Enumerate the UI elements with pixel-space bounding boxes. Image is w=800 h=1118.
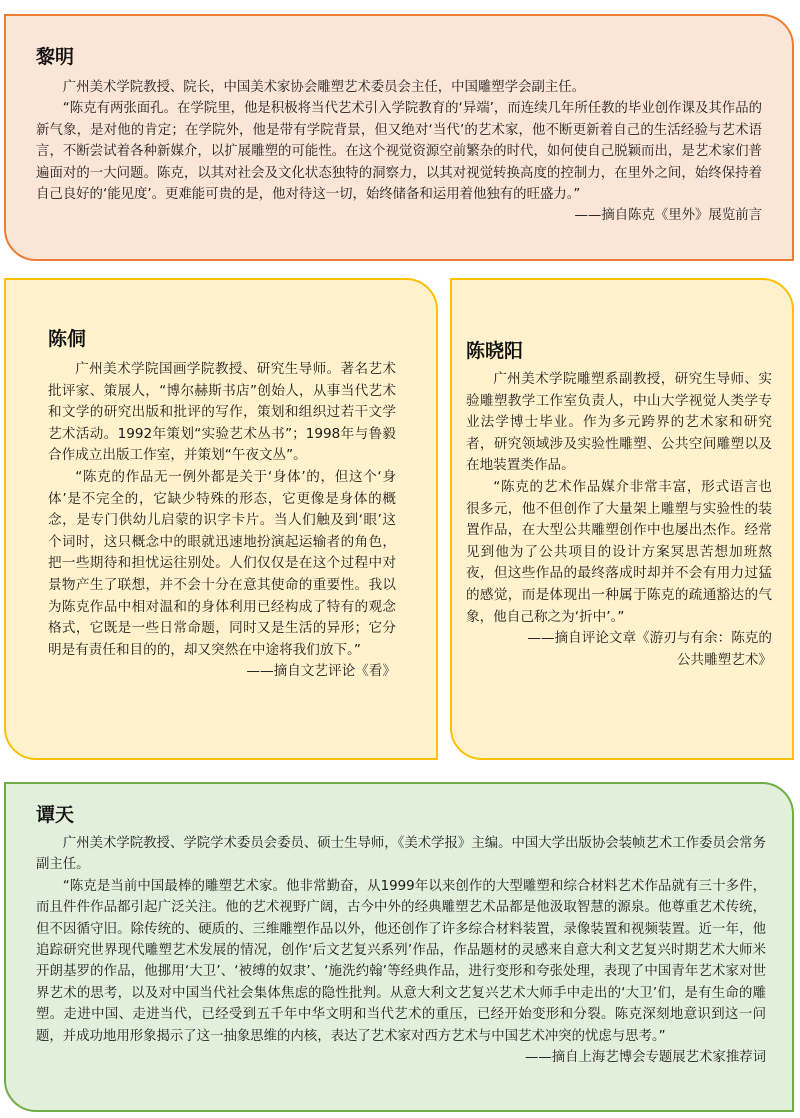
card-quote: “陈克有两张面孔。在学院里，他是积极将当代艺术引入学院教育的‘异端’，而连续几年所任教的毕业创作课及其作品的新气象，是对他的肯定；在学院外，他是带有学院背景，但又绝对‘当代’的艺术家，他不断更新着自己的生活经验与艺术语言，不断尝试着各种新媒介，以扩展雕塑的可能性。在这个视觉资源空前繁杂的时代，如何使自己脱颖而出，是艺术家们普遍面对的一大问题。陈克，以其对社会及文化状态独特的洞察力，以其对视觉转换高度的控制力，在里外之间，始终保持着自己良好的‘能见度’。更难能可贵的是，他对待这一切，始终储备和运用着他独有的旺盛力。” [36,101,762,203]
card-bio: 广州美术学院雕塑系副教授，研究生导师、实验雕塑教学工作室负责人，中山大学视觉人类学专业法学博士毕业。作为多元跨界的艺术家和研究者，研究领域涉及实验性雕塑、公共空间雕塑以及在地装置类作品。 [466,371,772,474]
card-source: ——摘自文艺评论《看》 [246,663,396,680]
card-liming [4,14,794,261]
card-title: 陈侗 [48,328,87,350]
card-chenxiaoyang [450,278,794,760]
card-quote: “陈克的作品无一例外都是关于‘身体’的，但这个‘身体’是不完全的，它缺少特殊的形态，它更像是身体的概念，是专门供幼儿启蒙的识字卡片。当人们触及到‘眼’这个词时，这只概念中的眼就迅速地扮演起运输者的角色，把一些期待和担忧运往别处。人们仅仅是在这个过程中对景物产生了联想，并不会十分在意其使命的重要性。我以为陈克作品中相对温和的身体利用已经构成了特有的观念格式，它既是一些日常命题，同时又是生活的异形；它分明是有责任和目的的，却又突然在中途将我们放下。” [48,468,396,658]
card-source-line2: 公共雕塑艺术》 [676,651,772,668]
card-quote: “陈克的艺术作品媒介非常丰富，形式语言也很多元，他不但创作了大量架上雕塑与实验性的装置作品，在大型公共雕塑创作中也屡出杰作。经常见到他为了公共项目的设计方案冥思苦想加班熬夜，但这些作品的最终落成时却并不会有用力过猛的感觉，而是体现出一种属于陈克的疏通豁达的气象，他自己称之为‘折中’。” [466,478,772,625]
card-quote: “陈克是当前中国最棒的雕塑艺术家。他非常勤奋，从1999年以来创作的大型雕塑和综合材料艺术作品就有三十多件，而且件件作品都引起广泛关注。他的艺术视野广阔，古今中外的经典雕塑艺术品都是他汲取智慧的源泉。他尊重艺术传统，但不因循守旧。除传统的、硬质的、三维雕塑作品以外，他还创作了许多综合材料装置，录像装置和视频装置。近一年，他追踪研究世界现代雕塑艺术发展的情况，创作‘后文艺复兴系列’作品，作品题材的灵感来自意大利文艺复兴时期艺术大师米开朗基罗的作品，他挪用‘大卫’、‘被缚的奴隶’、‘施洗约翰’等经典作品，进行变形和夸张处理，表现了中国青年艺术家对世界艺术的思考，以及对中国当代社会集体焦虑的隐性批判。从意大利文艺复兴艺术大师手中走出的‘大卫’们，是有生命的雕塑。走进中国、走进当代，已经受到五千年中华文明和当代艺术的重压，已经开始变形和分裂。陈克深刻地意识到这一问题，并成功地用形象揭示了这一抽象思维的内核，表达了艺术家对西方艺术与中国艺术冲突的忧虑与思考。” [36,878,766,1044]
card-bio: 广州美术学院国画学院教授、研究生导师。著名艺术批评家、策展人，“博尔赫斯书店”创始人，从事当代艺术和文学的研究出版和批评的写作，策划和组织过若干文学艺术活动。1992年策划“实验艺术丛书”；1998年与鲁毅合作成立出版工作室，并策划“午夜文丛”。 [48,361,396,464]
card-source: ——摘自上海艺博会专题展艺术家推荐词 [524,1050,766,1066]
card-title: 谭天 [36,804,75,826]
card-title: 黎明 [36,46,75,68]
card-source: ——摘自陈克《里外》展览前言 [574,208,762,224]
card-chenjian [4,278,438,760]
card-source-line1: ——摘自评论文章《游刃与有余：陈克的 [527,630,772,647]
card-bio: 广州美术学院教授、学院学术委员会委员、硕士生导师，《美术学报》主编。中国大学出版协会装帧艺术工作委员会常务副主任。 [36,836,766,873]
card-tantian [4,782,794,1112]
card-bio: 广州美术学院教授、院长，中国美术家协会雕塑艺术委员会主任，中国雕塑学会副主任。 [62,80,586,95]
card-title: 陈晓阳 [466,340,524,362]
